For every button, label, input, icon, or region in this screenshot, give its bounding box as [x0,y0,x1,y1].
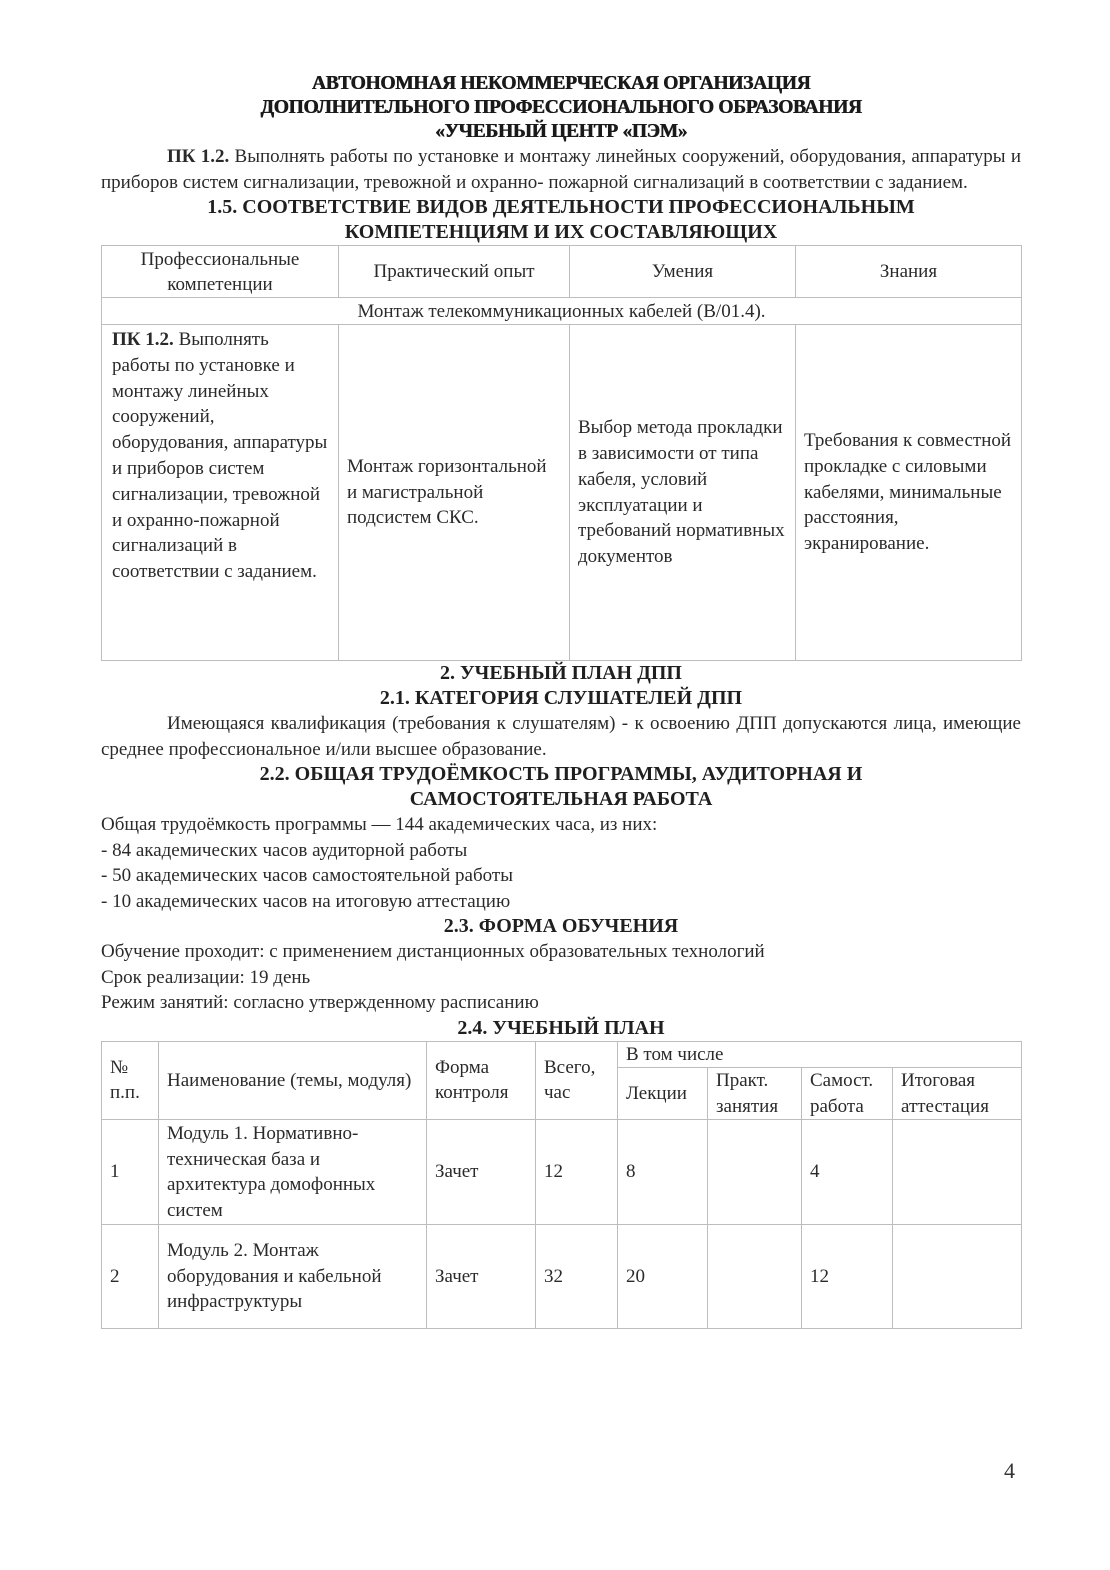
competencies-table [101,245,1022,661]
competence-text: Выполнять работы по установке и монтажу линейных сооружений, оборудования, аппаратуры и приборов систем сигнализации, тревожной и охранно-пожарной сигнализаций в соответствии с заданием. [112,329,328,583]
workload-line: - 84 академических часов аудиторной работы [101,839,468,861]
cell-name: Модуль 1. Нормативно-техническая база и архитектура домофонных систем [159,1120,427,1225]
skills-cell: Выбор метода прокладки в зависимости от типа кабеля, условий эксплуатации и требований нормативных документов [570,325,796,661]
col-header-skills: Умения [570,246,796,298]
section-2-title: 2. УЧЕБНЫЙ ПЛАН ДПП [439,662,682,684]
section-2-1-title: 2.1. КАТЕГОРИЯ СЛУШАТЕЛЕЙ ДПП [379,687,743,709]
competencies-header-row [102,246,1022,298]
activity-span-row [102,298,1022,325]
section-2-3-title: 2.3. ФОРМА ОБУЧЕНИЯ [443,915,679,937]
workload-line: - 10 академических часов на итоговую аттестацию [101,890,511,912]
col-header-lectures: Лекции [618,1068,708,1120]
cell-practice [708,1120,802,1225]
col-header-final: Итоговая аттестация [893,1068,1022,1120]
section-2-2-title [101,762,1021,812]
cell-lectures: 8 [618,1120,708,1225]
col-header-control: Форма контроля [427,1041,536,1120]
col-header-group: В том числе [618,1041,1022,1068]
cell-final [893,1225,1022,1329]
intro-code: ПК 1.2. [167,146,230,167]
table-row [102,325,1022,661]
section-1-5-title [101,195,1021,245]
cell-num: 1 [102,1120,159,1225]
cell-lectures: 20 [618,1225,708,1329]
col-header-experience: Практический опыт [339,246,570,298]
study-form-line: Срок реализации: 19 день [101,966,311,988]
cell-num: 2 [102,1225,159,1329]
section-2-4-title: 2.4. УЧЕБНЫЙ ПЛАН [457,1016,665,1039]
section-2-1-text: Имеющаяся квалификация (требования к слушателям) - к освоению ДПП допускаются лица, имеющие среднее профессиональное и/или высшее образование. [101,713,1021,760]
cell-name: Модуль 2. Монтаж оборудования и кабельной инфраструктуры [159,1225,427,1329]
activity-name: Монтаж телекоммуникационных кабелей (В/01.4). [102,298,1022,325]
col-header-competencies: Профессиональные компетенции [102,246,339,298]
document-page [101,72,1021,1329]
cell-selfwork: 12 [802,1225,893,1329]
col-header-knowledge: Знания [796,246,1022,298]
table-row [102,1225,1022,1329]
col-header-practice: Практ. занятия [708,1068,802,1120]
workload-line: - 50 академических часов самостоятельной работы [101,865,513,886]
cell-total: 12 [536,1120,618,1225]
cell-final [893,1120,1022,1225]
section-1-5-title-line2: КОМПЕТЕНЦИЯМ И ИХ СОСТАВЛЯЮЩИХ [344,221,778,243]
col-header-total: Всего, час [536,1041,618,1120]
workload-line: Общая трудоёмкость программы — 144 академических часа, из них: [101,814,658,835]
cell-total: 32 [536,1225,618,1329]
table-row [102,1120,1022,1225]
col-header-name: Наименование (темы, модуля) [159,1041,427,1120]
section-2-2-title-line1: 2.2. ОБЩАЯ ТРУДОЁМКОСТЬ ПРОГРАММЫ, АУДИТОРНАЯ И [259,763,863,785]
competence-cell [102,325,339,661]
col-header-selfwork: Самост. работа [802,1068,893,1120]
cell-selfwork: 4 [802,1120,893,1225]
knowledge-cell: Требования к совместной прокладке с силовыми кабелями, минимальные расстояния, экранирование. [796,325,1022,661]
competence-code: ПК 1.2. [112,329,174,350]
organization-header [101,72,1021,144]
cell-control: Зачет [427,1120,536,1225]
org-line-1: АВТОНОМНАЯ НЕКОММЕРЧЕСКАЯ ОРГАНИЗАЦИЯ [311,73,811,94]
section-1-5-title-line1: 1.5. СООТВЕТСТВИЕ ВИДОВ ДЕЯТЕЛЬНОСТИ ПРОФЕССИОНАЛЬНЫМ [207,196,915,218]
study-form-line: Режим занятий: согласно утвержденному расписанию [101,992,539,1013]
intro-text: Выполнять работы по установке и монтажу линейных сооружений, оборудования, аппаратуры и приборов систем сигнализации, тревожной и охранно- пожарной сигнализаций в соответствии с заданием. [101,146,1021,193]
cell-practice [708,1225,802,1329]
section-2-2-title-line2: САМОСТОЯТЕЛЬНАЯ РАБОТА [409,788,713,810]
org-line-3: «УЧЕБНЫЙ ЦЕНТР «ПЭМ» [434,121,688,142]
curriculum-table [101,1041,1022,1330]
page-number: 4 [1004,1458,1015,1483]
curriculum-header-row-1 [102,1041,1022,1068]
experience-cell: Монтаж горизонтальной и магистральной подсистем СКС. [339,325,570,661]
org-line-2: ДОПОЛНИТЕЛЬНОГО ПРОФЕССИОНАЛЬНОГО ОБРАЗОВАНИЯ [260,97,862,118]
cell-control: Зачет [427,1225,536,1329]
col-header-num: № п.п. [102,1041,159,1120]
study-form-line: Обучение проходит: с применением дистанционных образовательных технологий [101,941,765,962]
intro-paragraph [101,144,1021,195]
